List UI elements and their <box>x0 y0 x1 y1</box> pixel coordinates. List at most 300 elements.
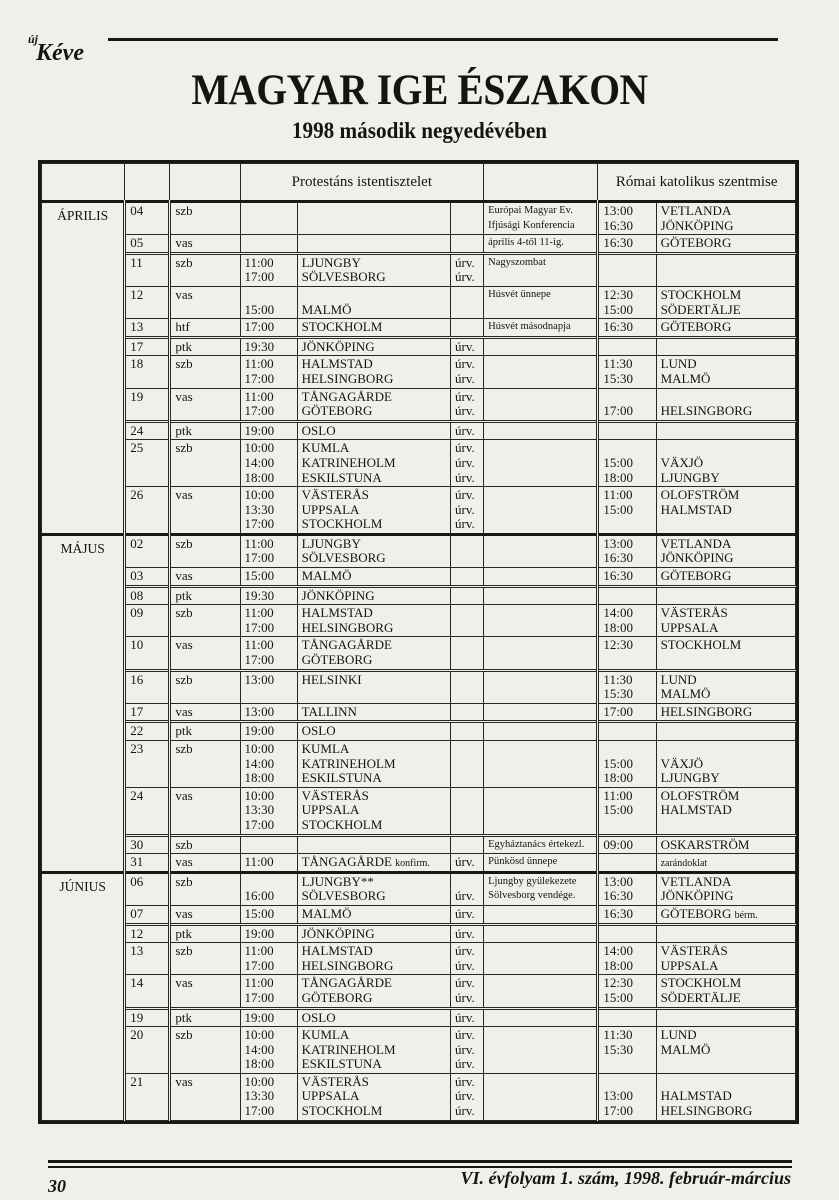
table-row <box>42 534 796 567</box>
table-row <box>42 670 796 703</box>
protestant-place-cell <box>297 440 450 487</box>
cell-line: 15:00 <box>603 454 634 470</box>
cell-line <box>661 441 791 456</box>
cell-line: 15:00 <box>244 905 275 921</box>
weekday-cell: vas <box>170 568 240 587</box>
place-name: HALMSTAD <box>660 501 732 517</box>
weekday-cell: vas <box>170 487 240 535</box>
protestant-place-cell <box>297 356 450 388</box>
catholic-time-cell <box>598 787 656 835</box>
note-cell <box>484 1073 598 1120</box>
cell-line: 16:30 <box>603 235 634 251</box>
cell-line <box>302 855 446 870</box>
place-name: LJUNGBY** <box>301 873 374 889</box>
communion-cell <box>451 637 484 670</box>
protestant-time-cell <box>240 854 297 873</box>
cell-line: úrv. <box>455 254 475 270</box>
catholic-place-cell <box>656 356 795 388</box>
cell-line: úrv. <box>455 905 475 921</box>
communion-cell <box>451 568 484 587</box>
catholic-place-cell <box>656 487 795 535</box>
communion-cell <box>451 253 484 286</box>
cell-line <box>661 488 791 503</box>
cell-line <box>302 303 446 318</box>
place-name: HELSINKI <box>301 671 362 687</box>
catholic-time-cell <box>598 1027 656 1074</box>
catholic-place-cell <box>656 1073 795 1120</box>
note-cell <box>484 286 598 318</box>
cell-line: 16:30 <box>603 217 634 233</box>
cell-line: 12:30 <box>603 975 634 991</box>
protestant-place-cell <box>297 202 450 235</box>
catholic-time-cell <box>598 388 656 421</box>
cell-line: 17:00 <box>603 403 634 419</box>
cell-line: úrv. <box>455 516 475 532</box>
cell-line <box>455 687 479 702</box>
cell-line: Ljungby gyülekezete <box>488 875 577 887</box>
cell-line: 16:30 <box>603 905 634 921</box>
cell-line: úrv. <box>455 1041 475 1057</box>
cell-line: Húsvét másodnapja <box>488 321 571 333</box>
cell-line: 19:00 <box>244 925 275 941</box>
cell-line <box>661 456 791 471</box>
cell-line <box>661 1028 791 1043</box>
place-name: VÄSTERÅS <box>301 1073 369 1089</box>
catholic-time-cell <box>598 487 656 535</box>
cell-line <box>302 219 446 234</box>
place-name: GÖTEBORG <box>301 403 373 419</box>
protestant-place-cell <box>297 943 450 975</box>
date-cell: 17 <box>125 703 170 722</box>
catholic-time-cell <box>598 905 656 924</box>
catholic-place-cell <box>656 202 795 235</box>
communion-cell <box>451 586 484 605</box>
cell-line <box>603 589 651 604</box>
cell-line <box>661 1075 791 1090</box>
cell-line <box>488 1043 592 1058</box>
protestant-time-cell <box>240 337 297 356</box>
communion-cell <box>451 319 484 338</box>
cell-line <box>302 927 446 942</box>
cell-line <box>488 357 592 372</box>
protestant-time-cell <box>240 388 297 421</box>
cell-line: 17:00 <box>244 989 275 1005</box>
cell-line: úrv. <box>455 440 475 456</box>
logo <box>28 32 84 67</box>
place-name: VÄXJÖ <box>660 755 704 771</box>
cell-line <box>488 569 592 584</box>
protestant-place-cell <box>297 703 450 722</box>
cell-line <box>603 927 651 942</box>
place-name: ESKILSTUNA <box>301 770 382 786</box>
place-name: OSLO <box>301 422 336 438</box>
cell-line <box>488 1075 592 1090</box>
weekday-cell: szb <box>170 943 240 975</box>
note-cell <box>484 534 598 567</box>
cell-line <box>488 907 592 922</box>
communion-cell <box>451 924 484 943</box>
communion-cell <box>451 356 484 388</box>
weekday-cell: vas <box>170 975 240 1008</box>
cell-line <box>245 838 293 853</box>
place-name: LJUNGBY <box>660 770 720 786</box>
cell-line: 18:00 <box>603 469 634 485</box>
weekday-cell: szb <box>170 440 240 487</box>
catholic-time-cell <box>598 202 656 235</box>
cell-line: 11:30 <box>603 1027 633 1043</box>
cell-line <box>661 1011 791 1026</box>
weekday-cell: vas <box>170 854 240 873</box>
date-cell: 21 <box>125 1073 170 1120</box>
cell-line: 11:00 <box>244 854 274 870</box>
date-cell: 30 <box>125 835 170 854</box>
date-cell: 17 <box>125 337 170 356</box>
cell-line <box>661 517 791 532</box>
weekday-cell: htf <box>170 319 240 338</box>
catholic-time-cell <box>598 286 656 318</box>
note-cell <box>484 835 598 854</box>
cell-line: 13:30 <box>244 1088 275 1104</box>
catholic-time-cell <box>598 943 656 975</box>
protestant-place-cell <box>297 388 450 421</box>
cell-line <box>661 687 791 702</box>
table-row <box>42 1027 796 1074</box>
table-row <box>42 905 796 924</box>
note-cell <box>484 337 598 356</box>
cell-line <box>455 219 479 234</box>
month-name: MÁJUS <box>42 534 125 872</box>
place-name: HALMSTAD <box>301 943 373 959</box>
cell-line <box>488 589 592 604</box>
protestant-time-cell <box>240 637 297 670</box>
cell-line <box>302 1043 446 1058</box>
catholic-place-cell <box>656 235 795 254</box>
cell-line <box>603 653 651 668</box>
weekday-cell: vas <box>170 905 240 924</box>
protestant-time-cell <box>240 487 297 535</box>
place-name: SÖDERTÄLJE <box>660 989 741 1005</box>
protestant-place-cell <box>297 286 450 318</box>
note-cell <box>484 872 598 905</box>
note-cell <box>484 356 598 388</box>
cell-line <box>661 673 791 688</box>
cell-line <box>488 818 592 833</box>
cell-line <box>603 1011 651 1026</box>
header-empty <box>42 164 125 202</box>
catholic-time-cell <box>598 975 656 1008</box>
catholic-time-cell <box>598 319 656 338</box>
logo-text: Kéve <box>36 40 84 66</box>
cell-line <box>302 818 446 833</box>
cell-line: 10:00 <box>244 787 275 803</box>
cell-line <box>661 927 791 942</box>
cell-line: 11:00 <box>244 535 274 551</box>
catholic-place-cell <box>656 440 795 487</box>
catholic-time-cell <box>598 670 656 703</box>
date-cell: 16 <box>125 670 170 703</box>
footer-rule <box>48 1160 792 1163</box>
cell-line <box>661 390 791 405</box>
place-name: STOCKHOLM <box>660 286 742 302</box>
cell-line <box>488 488 592 503</box>
protestant-time-cell <box>240 670 297 703</box>
cell-line: 18:00 <box>603 957 634 973</box>
catholic-place-cell <box>656 253 795 286</box>
place-name: SÖLVESBORG <box>301 550 386 566</box>
cell-line <box>455 789 479 804</box>
catholic-place-cell <box>656 905 795 924</box>
cell-line <box>302 471 446 486</box>
catholic-time-cell <box>598 605 656 637</box>
place-name: UPPSALA <box>660 619 719 635</box>
place-name: UPPSALA <box>301 1088 360 1104</box>
cell-line <box>661 537 791 552</box>
table-row <box>42 722 796 741</box>
cell-line <box>661 907 791 922</box>
catholic-time-cell <box>598 534 656 567</box>
place-name: GÖTEBORG <box>660 235 732 251</box>
date-cell: 12 <box>125 286 170 318</box>
cell-line <box>302 606 446 621</box>
protestant-place-cell <box>297 787 450 835</box>
cell-line <box>661 606 791 621</box>
cell-line: úrv. <box>455 1088 475 1104</box>
cell-line <box>488 653 592 668</box>
cell-line <box>302 537 446 552</box>
catholic-place-cell <box>656 637 795 670</box>
cell-line <box>488 724 592 739</box>
weekday-cell: ptk <box>170 722 240 741</box>
communion-cell <box>451 722 484 741</box>
cell-line <box>661 771 791 786</box>
cell-line <box>455 673 479 688</box>
cell-line <box>661 1089 791 1104</box>
schedule-table-wrapper <box>38 160 799 1124</box>
note-cell <box>484 854 598 873</box>
cell-line: 11:30 <box>603 671 633 687</box>
communion-cell <box>451 487 484 535</box>
catholic-place-cell <box>656 872 795 905</box>
cell-line <box>661 742 791 757</box>
cell-line <box>455 303 479 318</box>
cell-line: 10:00 <box>244 1073 275 1089</box>
place-name: MALMÖ <box>660 1041 711 1057</box>
place-name: UPPSALA <box>301 802 360 818</box>
cell-line <box>661 838 791 853</box>
place-name: LUND <box>660 671 697 687</box>
cell-line <box>661 589 791 604</box>
communion-cell <box>451 854 484 873</box>
cell-line <box>455 569 479 584</box>
cell-line <box>488 303 592 318</box>
cell-line: 17:00 <box>244 1103 275 1119</box>
communion-cell <box>451 835 484 854</box>
date-cell: 11 <box>125 253 170 286</box>
protestant-time-cell <box>240 1008 297 1027</box>
cell-line <box>488 517 592 532</box>
cell-line <box>455 288 479 303</box>
date-cell: 25 <box>125 440 170 487</box>
cell-line: 19:30 <box>244 587 275 603</box>
date-cell: 13 <box>125 943 170 975</box>
cell-line <box>455 875 479 890</box>
cell-line: úrv. <box>455 388 475 404</box>
catholic-place-cell <box>656 388 795 421</box>
weekday-cell: szb <box>170 605 240 637</box>
protestant-place-cell <box>297 421 450 440</box>
weekday-cell: ptk <box>170 421 240 440</box>
communion-cell <box>451 703 484 722</box>
cell-line <box>488 1089 592 1104</box>
cell-line <box>488 456 592 471</box>
cell-line <box>661 551 791 566</box>
cell-line <box>488 673 592 688</box>
cell-line: 15:30 <box>603 686 634 702</box>
weekday-cell: ptk <box>170 337 240 356</box>
protestant-time-cell <box>240 1027 297 1074</box>
date-cell: 23 <box>125 741 170 788</box>
place-name: HALMSTAD <box>660 802 732 818</box>
cell-line: 13:30 <box>244 802 275 818</box>
cell-line <box>661 803 791 818</box>
cell-line: úrv. <box>455 487 475 503</box>
cell-line <box>302 803 446 818</box>
cell-line: úrv. <box>455 1027 475 1043</box>
table-row <box>42 235 796 254</box>
cell-line: úrv. <box>455 925 475 941</box>
table-row <box>42 440 796 487</box>
place-name: GÖTEBORG <box>660 905 732 921</box>
cell-line <box>302 340 446 355</box>
protestant-time-cell <box>240 440 297 487</box>
cell-line <box>488 687 592 702</box>
cell-line: 11:00 <box>603 487 633 503</box>
date-cell: 14 <box>125 975 170 1008</box>
communion-cell <box>451 741 484 788</box>
cell-line <box>302 789 446 804</box>
weekday-cell: szb <box>170 253 240 286</box>
place-name: LUND <box>660 356 697 372</box>
place-note: bérm. <box>734 909 758 921</box>
cell-line: 13:00 <box>603 873 634 889</box>
cell-line <box>488 390 592 405</box>
protestant-place-cell <box>297 1073 450 1120</box>
table-row <box>42 253 796 286</box>
cell-line <box>488 705 592 720</box>
place-name: JÖNKÖPING <box>301 338 375 354</box>
cell-line <box>455 606 479 621</box>
date-cell: 03 <box>125 568 170 587</box>
table-row <box>42 421 796 440</box>
table-row <box>42 586 796 605</box>
cell-line: 16:30 <box>603 568 634 584</box>
catholic-place-cell <box>656 670 795 703</box>
cell-line <box>302 589 446 604</box>
protestant-place-cell <box>297 487 450 535</box>
cell-line <box>488 803 592 818</box>
weekday-cell: vas <box>170 787 240 835</box>
place-name: SÖDERTÄLJE <box>660 301 741 317</box>
place-name: HALMSTAD <box>301 356 373 372</box>
protestant-place-cell <box>297 670 450 703</box>
cell-line <box>603 390 651 405</box>
catholic-place-cell <box>656 787 795 835</box>
protestant-time-cell <box>240 421 297 440</box>
cell-line <box>661 818 791 833</box>
cell-line: 15:00 <box>603 989 634 1005</box>
cell-line <box>302 705 446 720</box>
place-name: OSLO <box>301 1009 336 1025</box>
cell-line <box>661 1043 791 1058</box>
catholic-place-cell <box>656 975 795 1008</box>
cell-line: Ifjúsági Konferencia <box>488 219 575 231</box>
cell-line: Pünkösd ünnepe <box>488 856 558 868</box>
note-cell <box>484 1027 598 1074</box>
place-name: VÄXJÖ <box>660 454 704 470</box>
cell-line <box>302 236 446 251</box>
cell-line: 11:00 <box>244 943 274 959</box>
place-note: konfirm. <box>395 858 430 870</box>
cell-line <box>488 606 592 621</box>
cell-line: 14:00 <box>603 943 634 959</box>
cell-line: 19:00 <box>244 723 275 739</box>
place-name: MALMÖ <box>660 370 711 386</box>
cell-line: úrv. <box>455 403 475 419</box>
cell-line: Egyháztanács értekezl. <box>488 838 585 850</box>
weekday-cell: szb <box>170 872 240 905</box>
cell-line <box>302 638 446 653</box>
catholic-place-cell <box>656 741 795 788</box>
place-name: TÅNGAGÅRDE <box>301 975 392 991</box>
cell-line <box>245 875 293 890</box>
catholic-time-cell <box>598 356 656 388</box>
communion-cell <box>451 872 484 905</box>
cell-line <box>603 818 651 833</box>
place-name: HELSINGBORG <box>301 957 394 973</box>
cell-line <box>302 503 446 518</box>
cell-line <box>455 236 479 251</box>
cell-line <box>245 288 293 303</box>
cell-line <box>488 1011 592 1026</box>
header-protestant: Protestáns istentisztelet <box>240 164 484 202</box>
catholic-place-cell <box>656 924 795 943</box>
cell-line <box>488 621 592 636</box>
place-name: KUMLA <box>301 440 350 456</box>
header-empty <box>170 164 240 202</box>
cell-line <box>661 855 791 870</box>
cell-line <box>302 991 446 1006</box>
cell-line <box>661 320 791 335</box>
cell-line: 15:00 <box>603 755 634 771</box>
catholic-time-cell <box>598 722 656 741</box>
cell-line <box>488 927 592 942</box>
place-name: TALLINN <box>301 703 357 719</box>
table-row <box>42 1008 796 1027</box>
protestant-time-cell <box>240 924 297 943</box>
communion-cell <box>451 235 484 254</box>
note-cell <box>484 388 598 421</box>
place-name: VÄSTERÅS <box>301 487 369 503</box>
protestant-time-cell <box>240 741 297 788</box>
cell-line: 09:00 <box>603 836 634 852</box>
cell-line: úrv. <box>455 1073 475 1089</box>
cell-line: 13:00 <box>603 203 634 218</box>
cell-line <box>661 789 791 804</box>
catholic-time-cell <box>598 253 656 286</box>
cell-line <box>302 1075 446 1090</box>
catholic-time-cell <box>598 421 656 440</box>
note-cell <box>484 235 598 254</box>
